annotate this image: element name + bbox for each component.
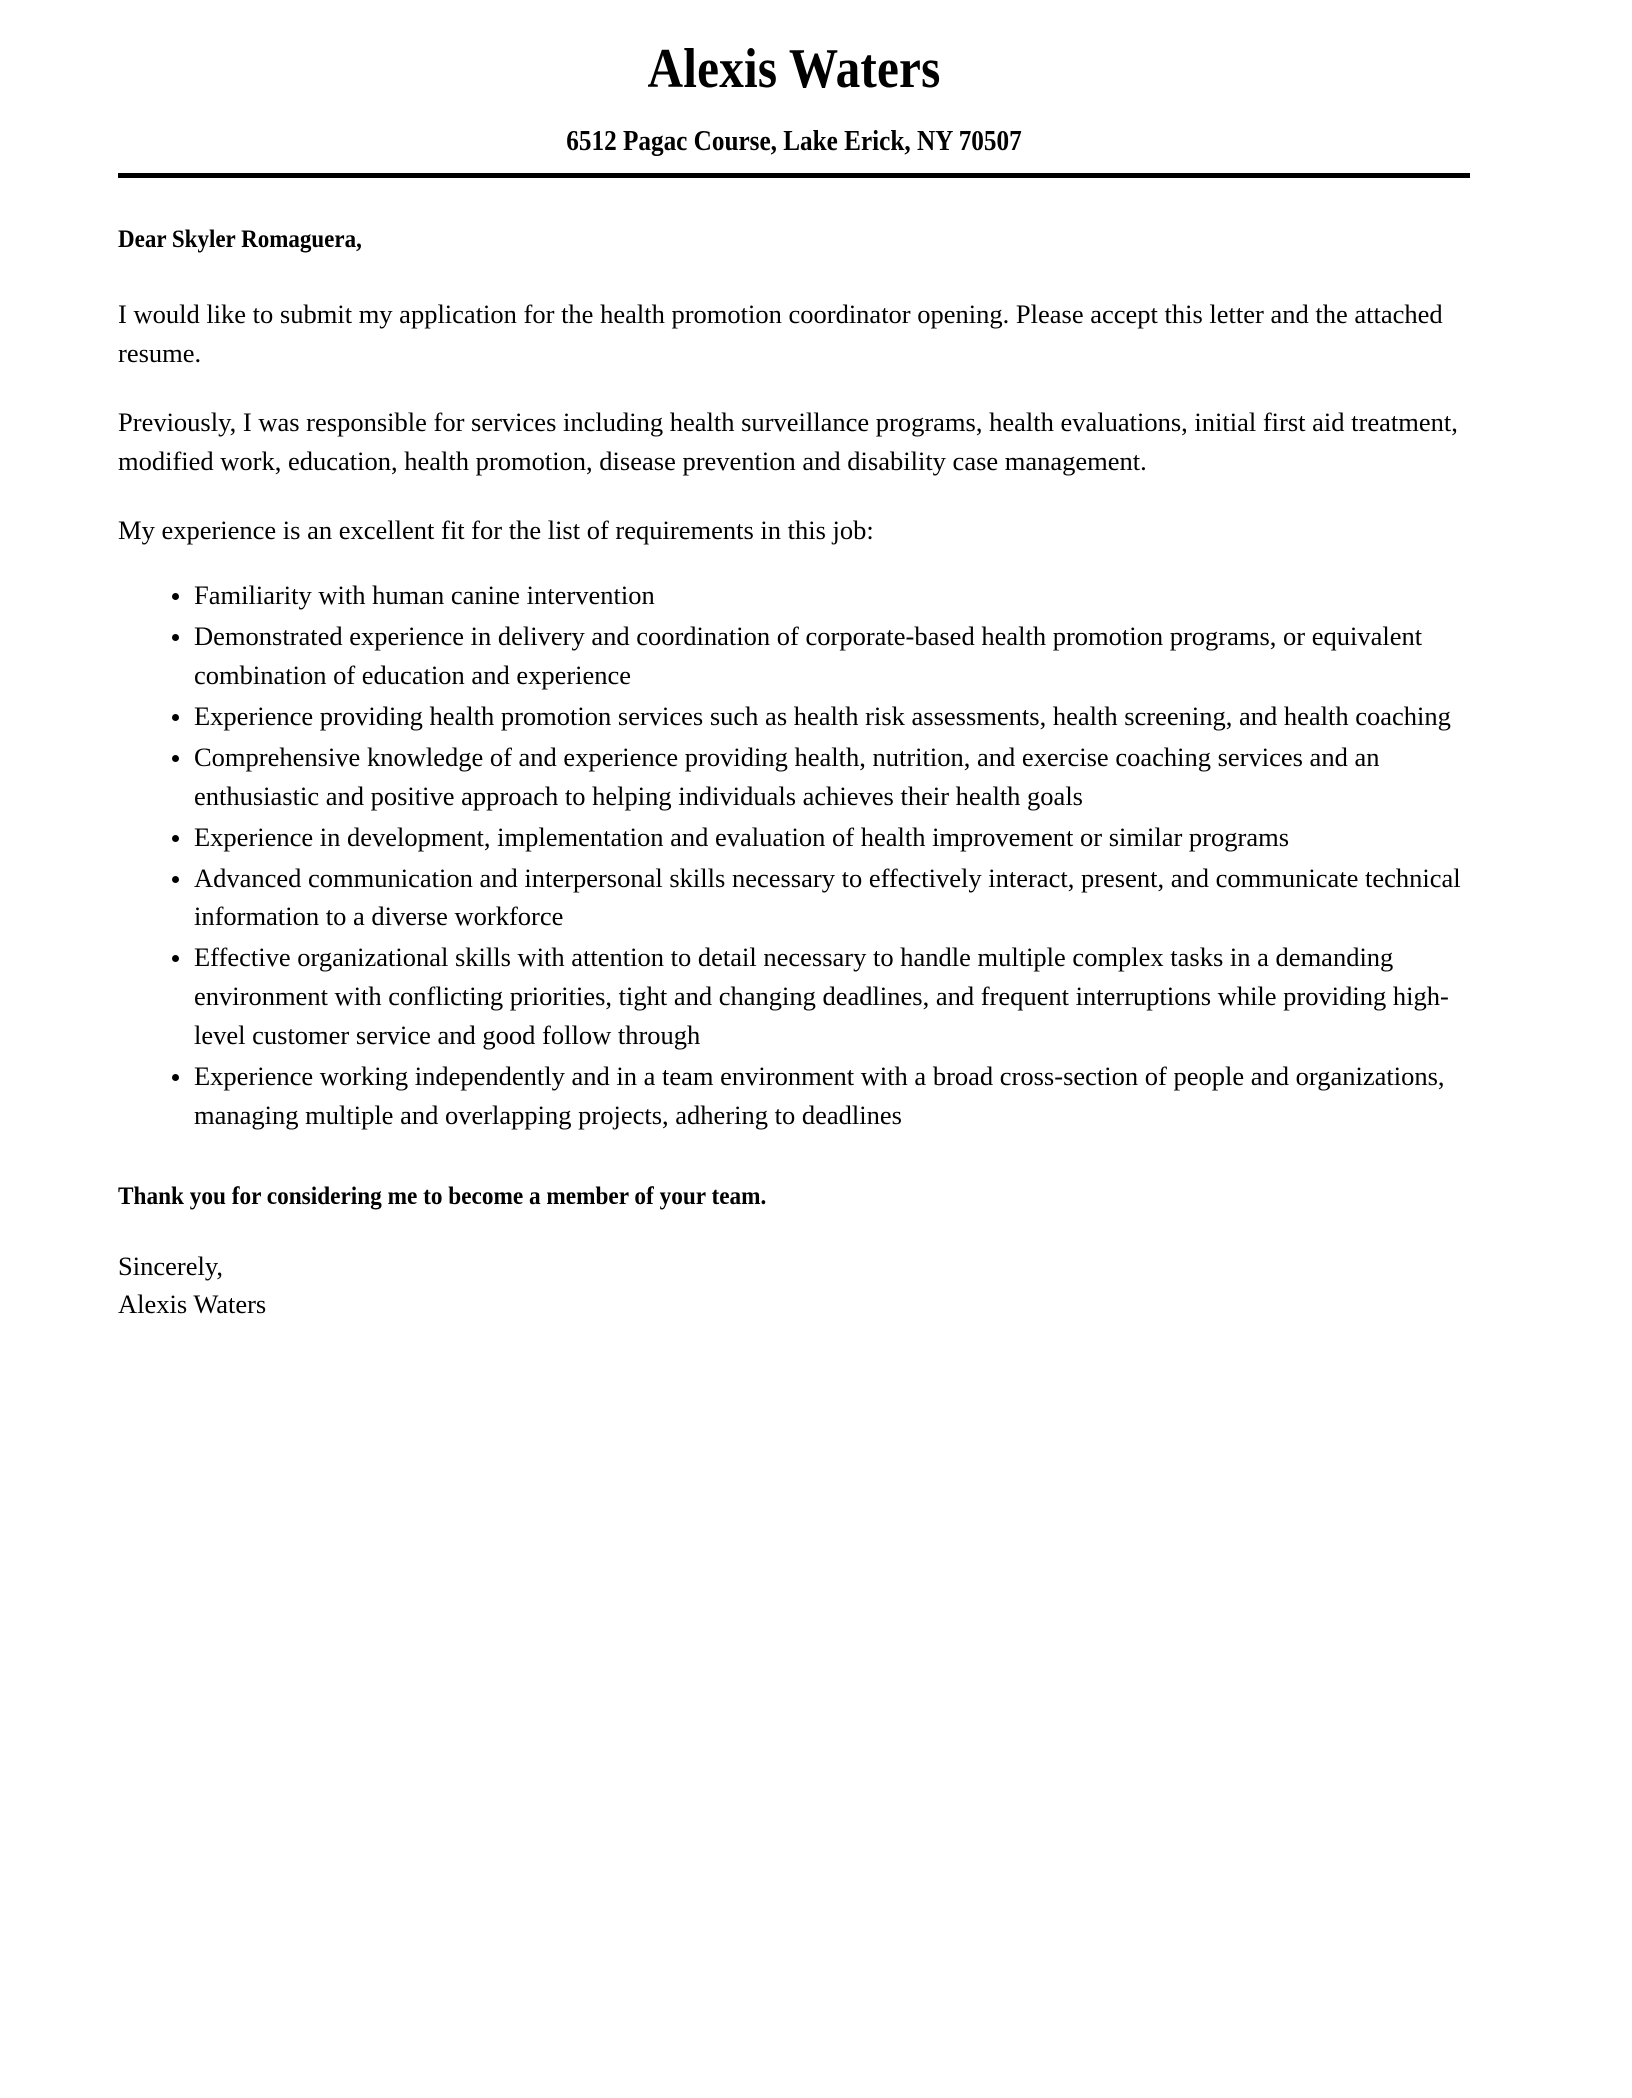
list-item: Experience providing health promotion services such as health risk assessments, health screening, and health coaching: [174, 697, 1470, 736]
requirements-intro-line: My experience is an excellent fit for the list of requirements in this job:: [118, 514, 874, 545]
list-item: Experience in development, implementation and evaluation of health improvement or similar programs: [174, 818, 1470, 857]
requirements-list: [118, 576, 1470, 1135]
signoff-name: Alexis Waters: [118, 1288, 267, 1319]
list-item: Comprehensive knowledge of and experience providing health, nutrition, and exercise coaching services and an enthusiastic and positive approach to helping individuals achieves their health goals: [174, 738, 1470, 816]
list-item: Demonstrated experience in delivery and coordination of corporate-based health promotion programs, or equivalent combination of education and experience: [174, 617, 1470, 695]
list-item: Effective organizational skills with attention to detail necessary to handle multiple complex tasks in a demanding environment with conflicting priorities, tight and changing deadlines, and frequent interruptions while providing high-level customer service and good follow through: [174, 938, 1470, 1055]
paragraph-intro: I would like to submit my application for the health promotion coordinator opening. Please accept this letter and the attached resume.: [118, 299, 1443, 369]
list-item: Experience working independently and in a team environment with a broad cross-section of people and organizations, managing multiple and overlapping projects, adhering to deadlines: [174, 1057, 1470, 1135]
list-item: Advanced communication and interpersonal skills necessary to effectively interact, present, and communicate technical information to a diverse workforce: [174, 859, 1470, 937]
signature-block: [118, 1248, 1470, 1323]
thank-you-line: Thank you for considering me to become a member of your team.: [118, 1183, 767, 1211]
letterhead-divider: [118, 173, 1470, 178]
letter-sheet: [118, 0, 1470, 1323]
salutation: Dear Skyler Romaguera,: [118, 226, 362, 254]
list-item: Familiarity with human canine intervention: [174, 576, 1470, 615]
applicant-address: 6512 Pagac Course, Lake Erick, NY 70507: [566, 125, 1022, 157]
paragraph-experience: Previously, I was responsible for services including health surveillance programs, health evaluations, initial first aid treatment, modified work, education, health promotion, disease prevention and disability case management.: [118, 406, 1458, 476]
letter-body: [118, 222, 1470, 1323]
applicant-name: Alexis Waters: [647, 38, 941, 100]
letterhead: [118, 0, 1470, 178]
signoff-closing: Sincerely,: [118, 1250, 223, 1281]
